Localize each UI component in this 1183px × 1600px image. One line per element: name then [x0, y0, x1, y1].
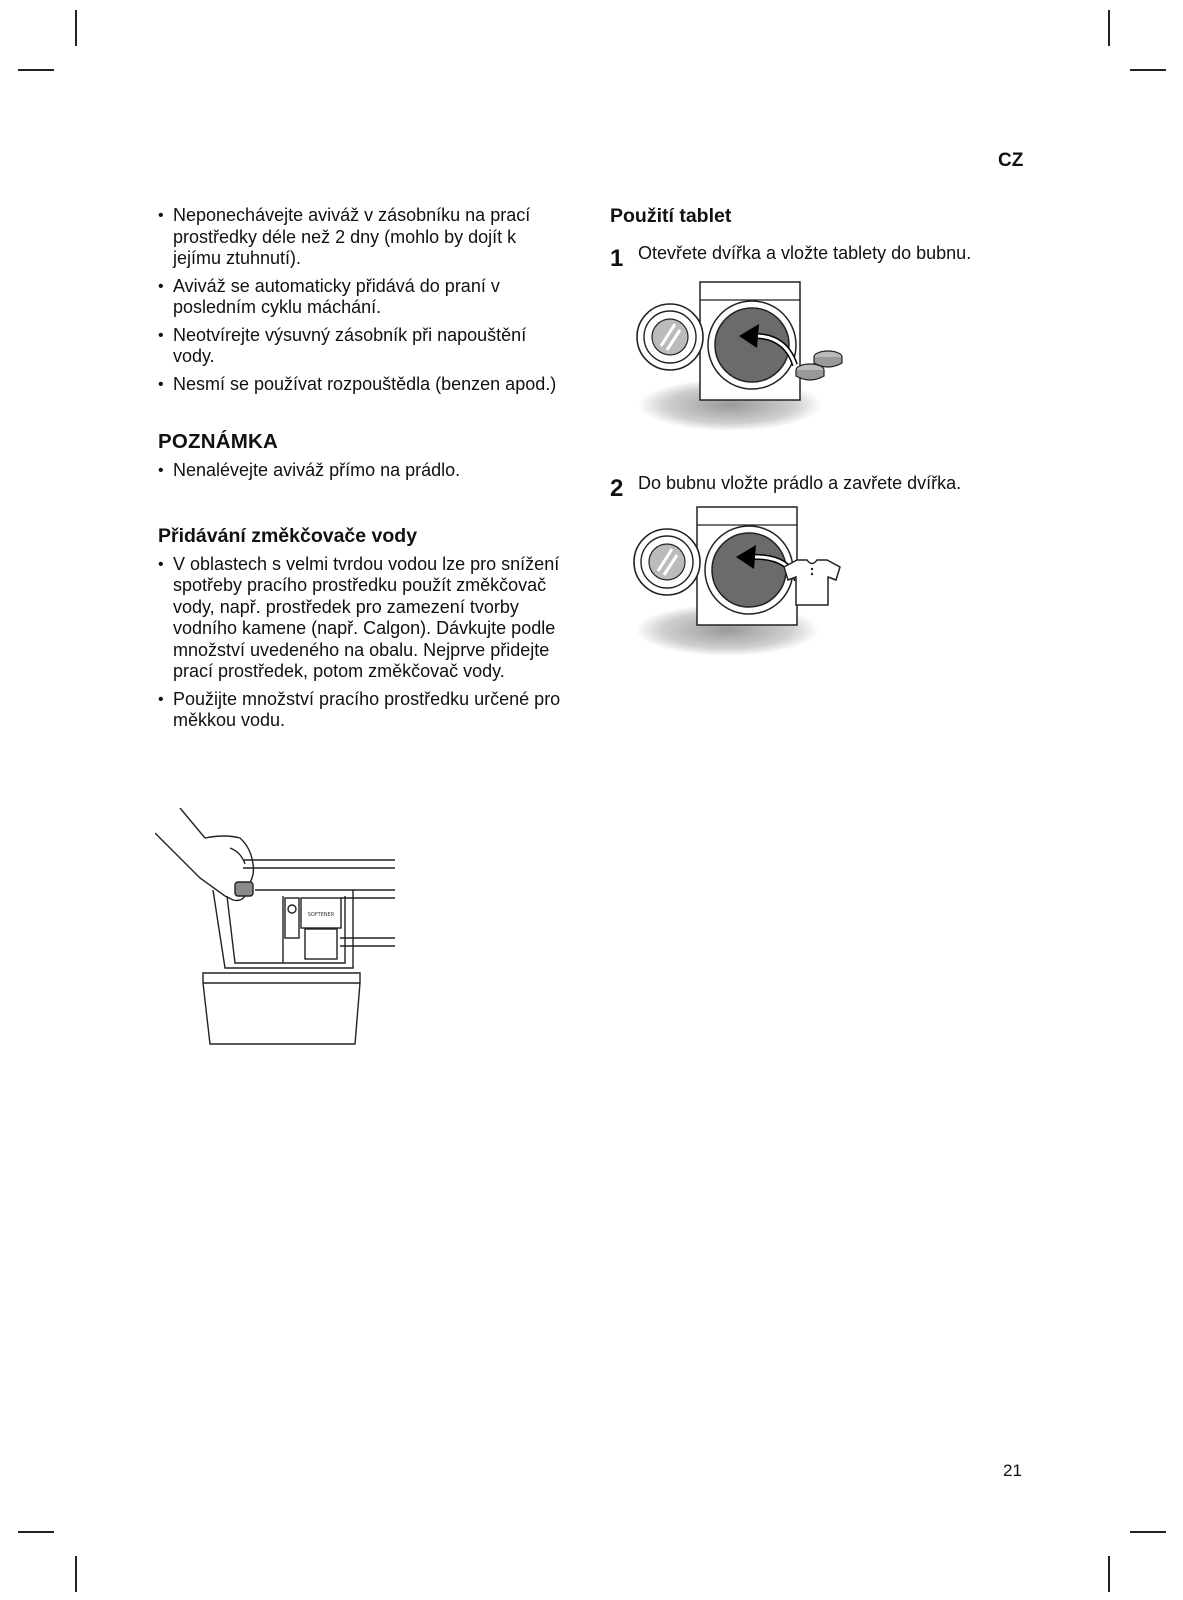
list-item: • Nenalévejte aviváž přímo na prádlo.: [158, 460, 568, 482]
washer-tablets-illustration: [635, 280, 850, 435]
note-bullets: [158, 460, 568, 482]
list-item: • Neponechávejte aviváž v zásobníku na prací prostředky déle než 2 dny (mohlo by dojít k jejímu ztuhnutí).: [158, 205, 568, 270]
crop-mark: [18, 1531, 54, 1533]
crop-mark: [75, 1556, 77, 1592]
step-text: Otevřete dvířka a vložte tablety do bubnu.: [638, 243, 972, 263]
step-1: [610, 242, 1040, 271]
crop-mark: [75, 10, 77, 46]
softener-heading: Přidávání změkčovače vody: [158, 524, 418, 547]
step-number: 2: [610, 475, 624, 502]
tablets-heading: Použití tablet: [610, 205, 732, 227]
list-item: • Aviváž se automaticky přidává do praní v posledním cyklu máchání.: [158, 276, 568, 319]
usage-bullets: [158, 205, 568, 395]
crop-mark: [1130, 1531, 1166, 1533]
crop-mark: [18, 69, 54, 71]
washer-laundry-illustration: [632, 505, 857, 660]
crop-mark: [1108, 1556, 1110, 1592]
softener-bullets: [158, 554, 568, 732]
page-number: 21: [1003, 1461, 1022, 1480]
softener-label: SOFTENER: [307, 912, 335, 918]
list-item: • Nesmí se používat rozpouštědla (benzen apod.): [158, 374, 568, 396]
left-column: [158, 205, 568, 738]
list-item: • Neotvírejte výsuvný zásobník při napouštění vody.: [158, 325, 568, 368]
crop-mark: [1130, 69, 1166, 71]
list-item: • V oblastech s velmi tvrdou vodou lze pro snížení spotřeby pracího prostředku použít změkčovač vody, např. prostředek pro zamezení tvorby vodního kamene (např. Calgon). Dávkujte podle množství uvedeného na obalu. Nejprve přidejte prací prostředek, potom změkčovač vody.: [158, 554, 568, 683]
list-item: • Použijte množství pracího prostředku určené pro měkkou vodu.: [158, 689, 568, 732]
crop-mark: [1108, 10, 1110, 46]
step-number: 1: [610, 245, 624, 272]
step-2: [610, 472, 1040, 501]
drawer-illustration: [155, 808, 400, 1053]
language-code: CZ: [998, 150, 1024, 171]
step-text: Do bubnu vložte prádlo a zavřete dvířka.: [638, 473, 962, 493]
note-heading: POZNÁMKA: [158, 430, 279, 453]
